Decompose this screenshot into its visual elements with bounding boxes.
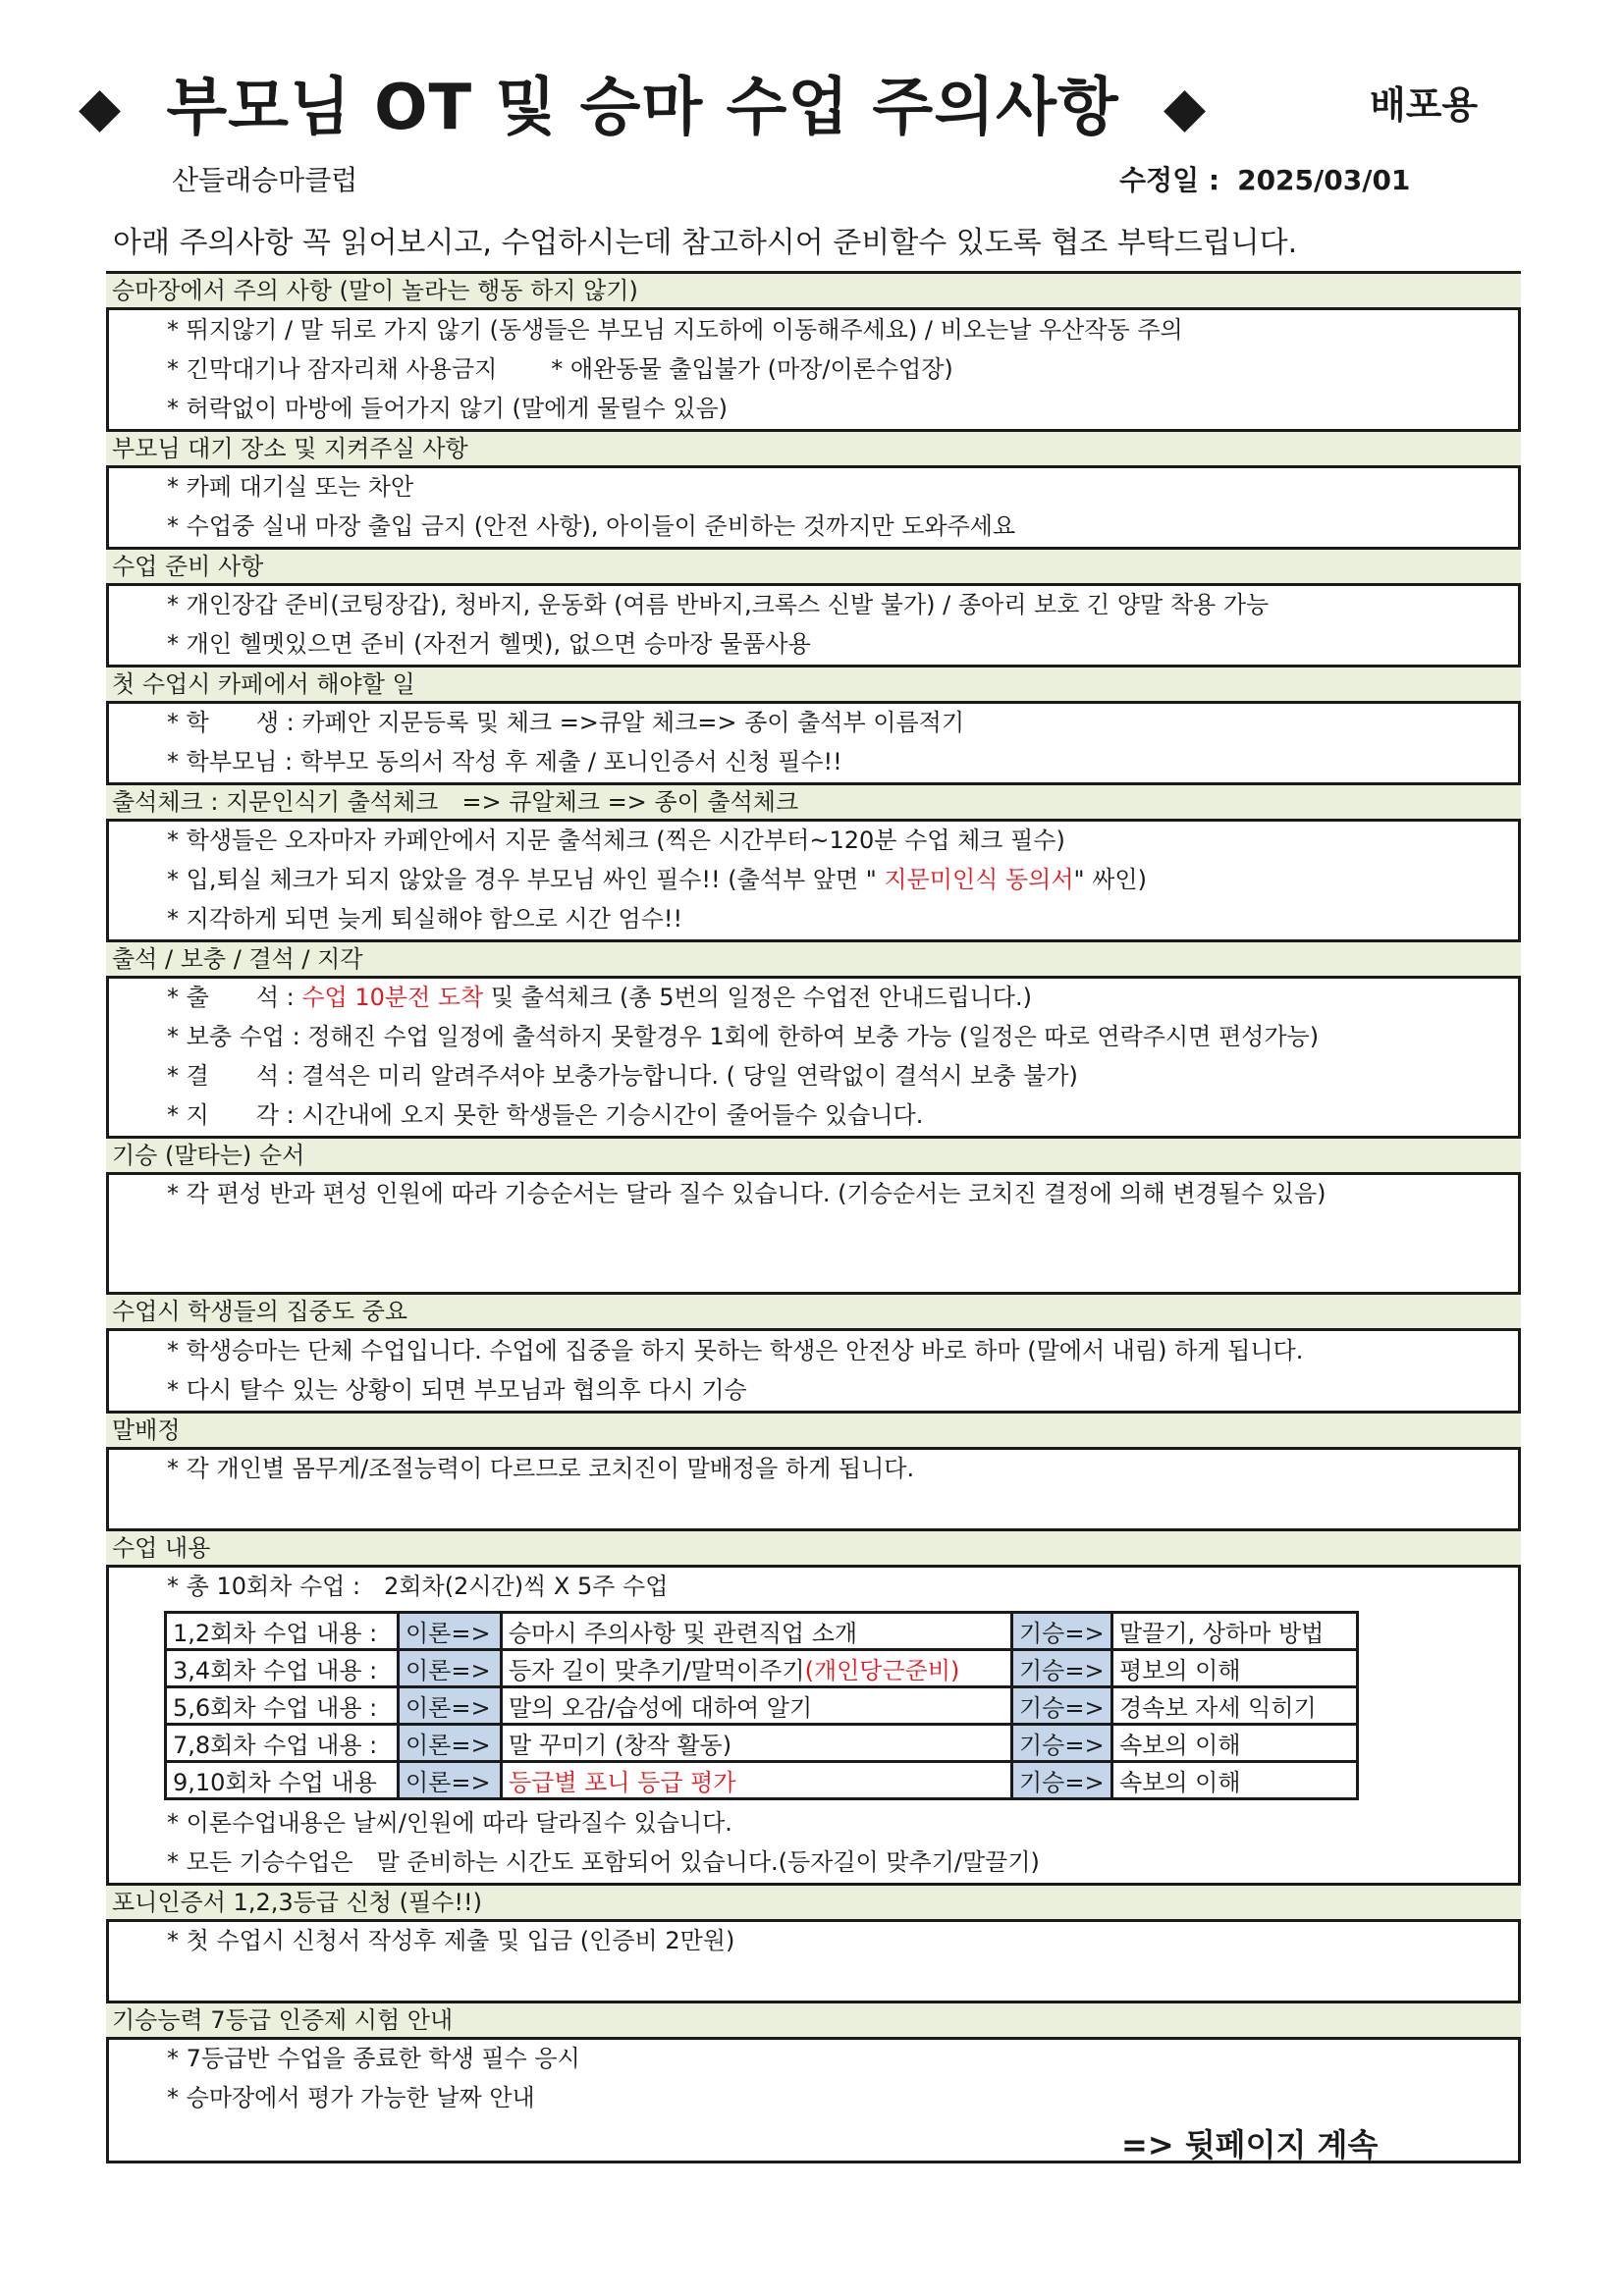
list-item: * 학부모님 : 학부모 동의서 작성 후 제출 / 포니인증서 신청 필수!! [167,748,842,775]
list-item: * 학생승마는 단체 수업입니다. 수업에 집중을 하지 못하는 학생은 안전상 바로 하마 (말에서 내림) 하게 됩니다. [167,1337,1304,1364]
riding-content-cell: 속보의 이해 [1112,1725,1358,1762]
list-item-text: * 긴막대기나 잠자리채 사용금지 [167,355,498,383]
list-item [167,865,1147,894]
list-item: * 지 각 : 시간내에 오지 못한 학생들은 기승시간이 줄어들수 있습니다. [167,1101,924,1129]
intro-text: 아래 주의사항 꼭 읽어보시고, 수업하시는데 참고하시어 준비할수 있도록 협조 부탁드립니다. [113,226,1298,260]
riding-label-cell: 기승=> [1012,1650,1112,1687]
list-item: * 7등급반 수업을 종료한 학생 필수 응시 [167,2045,580,2072]
list-item: * 결 석 : 결석은 미리 알려주셔야 보충가능합니다. ( 당일 연락없이 결석시 보충 불가) [167,1062,1078,1090]
lesson-plan-table [164,1611,1359,1800]
section-header: 출석 / 보충 / 결석 / 지각 [106,939,1521,979]
list-item: * 지각하게 되면 늦게 퇴실해야 함으로 시간 엄수!! [167,905,683,933]
section-header: 출석체크 : 지문인식기 출석체크 => 큐알체크 => 종이 출석체크 [106,782,1521,822]
section-header: 수업시 학생들의 집중도 중요 [106,1292,1521,1331]
list-item: * 승마장에서 평가 가능한 날짜 안내 [167,2084,535,2111]
section-header: 기승능력 7등급 인증제 시험 안내 [106,2001,1521,2040]
list-item: * 다시 탈수 있는 상황이 되면 부모님과 협의후 다시 기승 [167,1376,747,1404]
theory-content-cell [502,1650,1012,1687]
diamond-icon: ◆ [79,75,123,139]
section-header: 부모님 대기 장소 및 지켜주실 사항 [106,429,1521,468]
list-item-text: 및 출석체크 (총 5번의 일정은 수업전 안내드립니다.) [483,984,1032,1011]
riding-label-cell: 기승=> [1012,1725,1112,1762]
list-item: * 학생들은 오자마자 카페안에서 지문 출석체크 (찍은 시간부터~120분 수업 체크 필수) [167,827,1065,854]
riding-content-cell: 경속보 자세 익히기 [1112,1687,1358,1725]
list-item: * 각 개인별 몸무게/조절능력이 다르므로 코치진이 말배정을 하게 됩니다. [167,1455,915,1482]
theory-content-cell [502,1613,1012,1650]
riding-label-cell: 기승=> [1012,1613,1112,1650]
highlight-text: 지문미인식 동의서 [876,866,1074,893]
section-header: 첫 수업시 카페에서 해야할 일 [106,665,1521,704]
list-item: * 카페 대기실 또는 차안 [167,473,414,501]
theory-highlight: (개인당근준비) [804,1657,960,1684]
list-item: * 각 편성 반과 편성 인원에 따라 기승순서는 달라 질수 있습니다. (기승순서는 코치진 결정에 의해 변경될수 있음) [167,1180,1326,1207]
riding-label-cell: 기승=> [1012,1687,1112,1725]
section-header: 수업 준비 사항 [106,547,1521,586]
list-item [167,983,1032,1012]
page-title [79,57,1257,147]
list-item-text: " 싸인) [1073,866,1147,893]
section-header: 수업 내용 [106,1528,1521,1568]
list-item: * 개인장갑 준비(코팅장갑), 청바지, 운동화 (여름 반바지,크록스 신발 불가) / 종아리 보호 긴 양말 착용 가능 [167,591,1270,618]
section-header: 승마장에서 주의 사항 (말이 놀라는 행동 하지 않기) [106,271,1521,310]
session-cell: 7,8회차 수업 내용 : [166,1725,399,1762]
list-item-text: * 애완동물 출입불가 (마장/이론수업장) [551,355,953,383]
diamond-icon: ◆ [1164,75,1208,139]
list-item: * 뛰지않기 / 말 뒤로 가지 않기 (동생들은 부모님 지도하에 이동해주세요) / 비오는날 우산작동 주의 [167,316,1183,344]
table-row [166,1762,1358,1799]
list-item: * 이론수업내용은 날씨/인원에 따라 달라질수 있습니다. [167,1809,732,1837]
title-text: 부모님 OT 및 승마 수업 주의사항 [166,72,1119,144]
revision-label: 수정일 : [1119,164,1220,196]
club-name: 산들래승마클럽 [172,164,358,196]
list-item: * 총 10회차 수업 : 2회차(2시간)씩 X 5주 수업 [167,1573,669,1600]
theory-label-cell: 이론=> [399,1650,502,1687]
revision-date [1119,159,1410,198]
session-cell: 1,2회차 수업 내용 : [166,1613,399,1650]
theory-content-cell [502,1725,1012,1762]
theory-text: 등자 길이 맞추기/말먹이주기 [509,1657,805,1684]
list-item [167,354,953,384]
list-item: * 첫 수업시 신청서 작성후 제출 및 입금 (인증비 2만원) [167,1927,735,1954]
theory-text: 말 꾸미기 (창작 활동) [509,1732,732,1759]
riding-content-cell: 말끌기, 상하마 방법 [1112,1613,1358,1650]
session-cell: 9,10회차 수업 내용 [166,1762,399,1799]
theory-text: 말의 오감/습성에 대하여 알기 [509,1694,813,1722]
theory-label-cell: 이론=> [399,1687,502,1725]
table-row [166,1687,1358,1725]
list-item: * 학 생 : 카페안 지문등록 및 체크 =>큐알 체크=> 종이 출석부 이름적기 [167,709,965,736]
table-row [166,1725,1358,1762]
list-item: * 보충 수업 : 정해진 수업 일정에 출석하지 못할경우 1회에 한하여 보충 가능 (일정은 따로 연락주시면 편성가능) [167,1023,1320,1050]
riding-label-cell: 기승=> [1012,1762,1112,1799]
table-row [166,1613,1358,1650]
list-item-text: * 출 석 : [167,984,302,1011]
list-item: * 개인 헬멧있으면 준비 (자전거 헬멧), 없으면 승마장 물품사용 [167,630,811,658]
table-row [166,1650,1358,1687]
list-item: * 모든 기승수업은 말 준비하는 시간도 포함되어 있습니다.(등자길이 맞추기/말끌기) [167,1848,1040,1876]
theory-content-cell [502,1687,1012,1725]
session-cell: 3,4회차 수업 내용 : [166,1650,399,1687]
theory-highlight: 등급별 포니 등급 평가 [509,1769,736,1796]
section-header: 말배정 [106,1411,1521,1450]
theory-label-cell: 이론=> [399,1613,502,1650]
theory-label-cell: 이론=> [399,1725,502,1762]
riding-content-cell: 평보의 이해 [1112,1650,1358,1687]
theory-text: 승마시 주의사항 및 관련직업 소개 [509,1620,858,1647]
list-item: * 수업중 실내 마장 출입 금지 (안전 사항), 아이들이 준비하는 것까지만 도와주세요 [167,512,1016,540]
list-item-text: * 입,퇴실 체크가 되지 않았을 경우 부모님 싸인 필수!! (출석부 앞면 " [167,866,877,893]
revision-value: 2025/03/01 [1237,164,1411,196]
continue-note: => 뒷페이지 계속 [1121,2126,1379,2163]
theory-content-cell [502,1762,1012,1799]
list-item: * 허락없이 마방에 들어가지 않기 (말에게 물릴수 있음) [167,395,728,422]
section-header: 기승 (말타는) 순서 [106,1136,1521,1175]
section-header: 포니인증서 1,2,3등급 신청 (필수!!) [106,1883,1521,1922]
theory-label-cell: 이론=> [399,1762,502,1799]
distribution-tag: 배포용 [1370,83,1479,127]
session-cell: 5,6회차 수업 내용 : [166,1687,399,1725]
riding-content-cell: 속보의 이해 [1112,1762,1358,1799]
highlight-text: 수업 10분전 도착 [301,984,484,1011]
